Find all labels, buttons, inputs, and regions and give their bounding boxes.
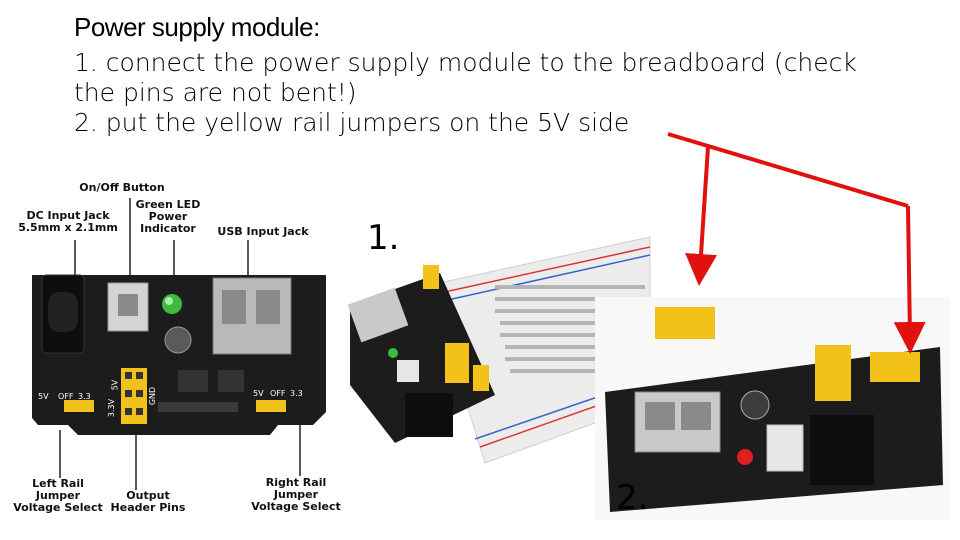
photo-label-step-2: 2. xyxy=(616,478,649,518)
label-left-rail-line-1: Left Rail xyxy=(32,477,84,490)
label-dc-input-jack-line-1: DC Input Jack xyxy=(26,209,110,222)
label-left-rail-line-2: Jumper xyxy=(35,489,81,502)
pcb-left-off-mark: OFF xyxy=(58,392,74,401)
photo-label-step-1: 1. xyxy=(367,218,400,258)
arrow-to-left-jumper xyxy=(700,147,708,270)
label-right-rail-line-2: Jumper xyxy=(273,488,319,501)
pcb-left-5v-mark: 5V xyxy=(38,392,49,401)
step-1-line-2: the pins are not bent!) xyxy=(74,78,357,107)
label-green-led-line-2: Power xyxy=(148,210,188,223)
step-1-line-1: 1. connect the power supply module to the breadboard (check xyxy=(74,48,857,77)
slide-title: Power supply module: xyxy=(74,12,320,42)
pcb-5v-mark: 5V xyxy=(110,379,120,391)
pcb-gnd-mark: GND xyxy=(148,386,158,406)
label-green-led-line-1: Green LED xyxy=(135,198,201,211)
pcb-33v-mark: 3.3V xyxy=(107,398,117,418)
label-output-line-2: Header Pins xyxy=(110,501,186,514)
label-green-led-line-3: Indicator xyxy=(140,222,196,235)
pcb-right-off-mark: OFF xyxy=(270,389,286,398)
pcb-left-33-mark: 3.3 xyxy=(78,392,91,401)
label-output-line-1: Output xyxy=(126,489,170,502)
pcb-right-5v-mark: 5V xyxy=(253,389,264,398)
label-right-rail-line-3: Voltage Select xyxy=(251,500,341,513)
label-dc-input-jack-line-2: 5.5mm x 2.1mm xyxy=(18,221,118,234)
label-right-rail-line-1: Right Rail xyxy=(265,476,327,489)
step-2: 2. put the yellow rail jumpers on the 5V side xyxy=(74,108,630,137)
label-usb-input-jack: USB Input Jack xyxy=(217,225,309,238)
label-on-off-button: On/Off Button xyxy=(79,181,165,194)
arrow-to-right-jumper xyxy=(908,206,910,338)
label-left-rail-line-3: Voltage Select xyxy=(13,501,103,514)
pcb-right-33-mark: 3.3 xyxy=(290,389,303,398)
